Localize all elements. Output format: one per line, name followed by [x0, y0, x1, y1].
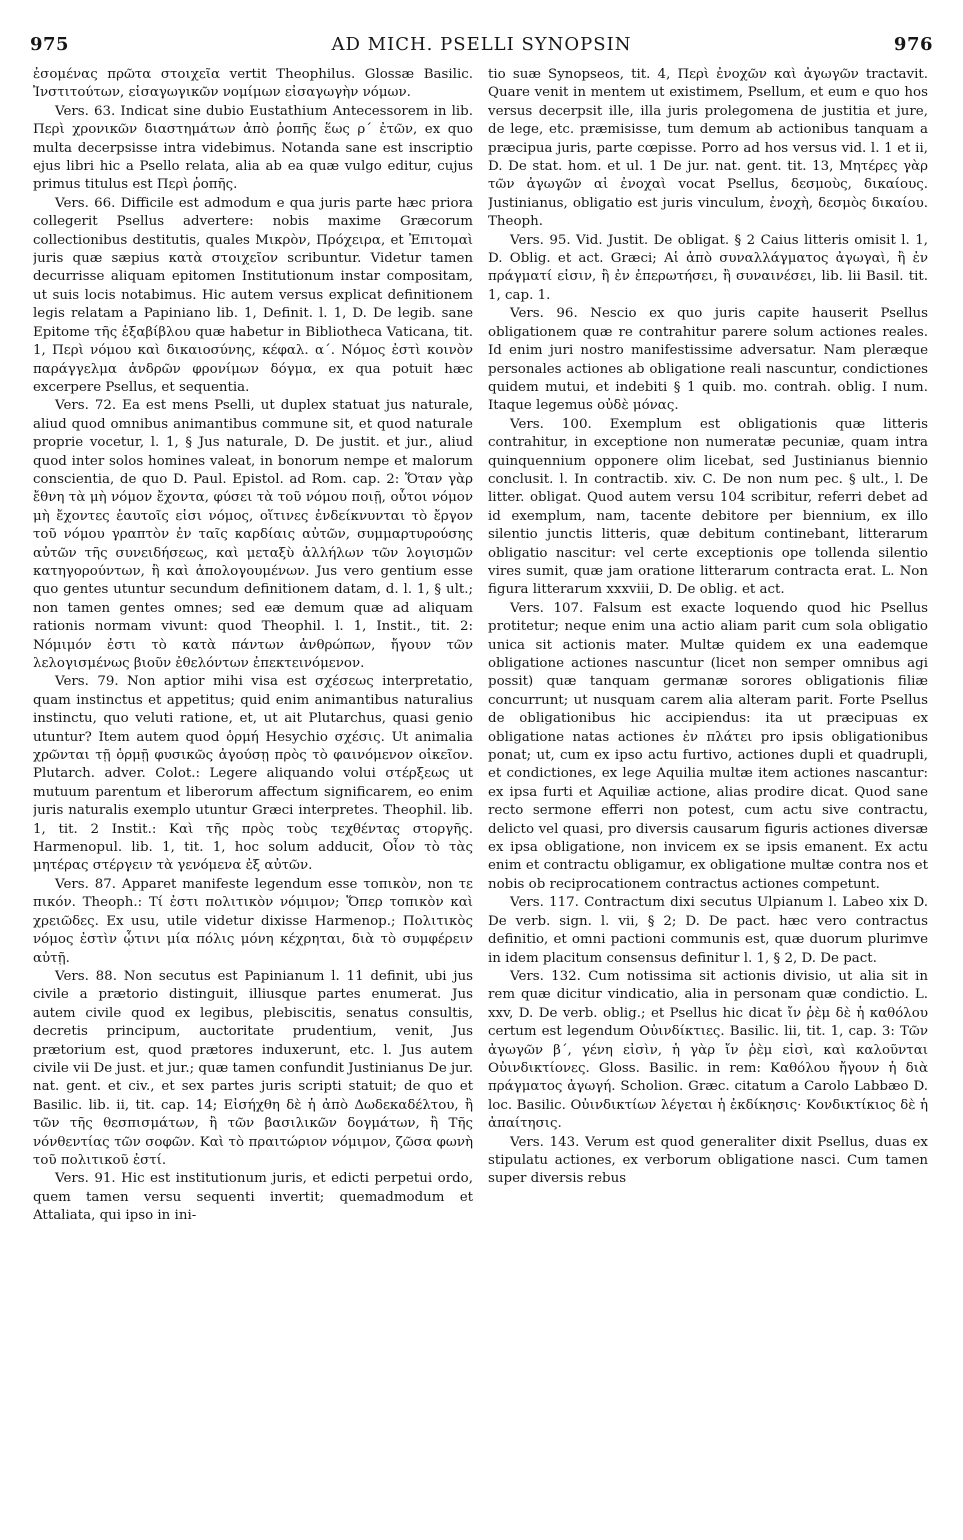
paragraph: Vers. 132. Cum notissima sit actionis divisio, ut alia sit in rem quæ dicitur vindicatio, alia in personam quæ condictio. L. xxv, D. De verb. oblig.; et Psellus hic dicat ἴν ῥὲμ δὲ ἡ καθόλου certum est legendum Οὐινδίκτιες. Basilic. lii, tit. 1, cap. 3: Τῶν ἀγωγῶν β΄, γένη εἰσὶν, ἡ γὰρ ἴν ῥὲμ εἰσὶ, καὶ καλοῦνται Οὐινδικτίονες. Gloss. Basilic. in rem: Καθόλου ἤγουν ἡ διὰ πράγματος ἀγωγή. Scholion. Græc. citatum a Carolo Labbæo D. loc. Basilic. Οὐινδικτίων λέγεται ἡ ἐκδίκησις· Κονδικτίκιος δὲ ἡ ἀπαίτησις. — [488, 968, 928, 1132]
paragraph: Vers. 63. Indicat sine dubio Eustathium Antecessorem in lib. Περὶ χρονικῶν διαστημάτων ἀπὸ ῥοπῆς ἕως ρ΄ ἐτῶν, ex quo multa decerpsisse intra videbimus. Notanda sane est inscriptio ejus libri hic a Psello relata, alia ab ea quæ vulgo editur, cujus primus titulus est Περὶ ῥοπῆς. — [33, 103, 473, 193]
paragraph: tio suæ Synopseos, tit. 4, Περὶ ἐνοχῶν καὶ ἀγωγῶν tractavit. Quare venit in mentem ut existimem, Psellum, et eum e quo hos versus decerpsit ille, illa juris prolegomena de justitia et jure, de lege, etc. præmisisse, tum demum ab actionibus tanquam a præcipua juris, parte cœpisse. Porro ad hos versus vid. l. 1 et ii, D. De stat. hom. et ul. 1 De jur. nat. gent. tit. 13, Μητέρες γὰρ τῶν ἀγωγῶν αἱ ἐνοχαὶ vocat Psellus, δεσμοὺς, δικαίους. Justinianus, obligatio est juris vinculum, ἐνοχὴ, δεσμὸς δικαίου. Theoph. — [488, 67, 928, 230]
page-number-left: 975 — [30, 34, 70, 55]
paragraph: Vers. 96. Nescio ex quo juris capite hauserit Psellus obligationem quæ re contrahitur parere solum actiones reales. Id enim juri nostro manifestissime adversatur. Nam pleræque personales actiones ab obligatione reali nascuntur, condictiones quidem mutui, et indebiti § 1 quib. mo. contrah. oblig. I num. Itaque legemus οὐδὲ μόνας. — [488, 306, 928, 414]
right-column — [488, 66, 928, 1516]
paragraph: Vers. 79. Non aptior mihi visa est σχέσεως interpretatio, quam instinctus et appetitus; quid enim animantibus naturalius instinctu, quo veluti ratione, et, ut ait Plutarchus, quasi genio utuntur? Item autem quod ὁρμή Hesychio σχέσις. Ut animalia χρῶνται τῇ ὁρμῇ φυσικῶς ἀγούσῃ πρὸς τὸ φαινόμενον οἰκεῖον. Plutarch. adver. Colot.: Legere aliquando volui στέρξεως ut mutuum parentum et liberorum affectum significarem, eo enim juris naturalis exemplo utuntur Græci interpretes. Theophil. lib. 1, tit. 2 Instit.: Καὶ τῆς πρὸς τοὺς τεχθέντας στοργῆς. Harmenopul. lib. 1, tit. 1, hoc solum adducit, Οἷον τὸ τὰς μητέρας στέργειν τὰ γενόμενα ἐξ αὐτῶν. — [33, 674, 473, 874]
paragraph: Vers. 117. Contractum dixi secutus Ulpianum l. Labeo xix D. De verb. sign. l. vii, § 2; D. De pact. hæc vero contractus definitio, et omni pactioni communis est, quæ duorum plurimve in idem placitum consensus definitur l. 1, § 2, D. De pact. — [488, 895, 928, 966]
paragraph: Vers. 107. Falsum est exacte loquendo quod hic Psellus protitetur; neque enim una actio aliam parit cum sola obligatio unica sit actionis mater. Multæ quidem ex una eademque obligatione actiones nascuntur (licet non semper omnibus agi possit) quæ tanquam germanæ sorores obligationis filiæ concurrunt; ut nusquam carem alia alteram parit. Forte Psellus de obligationibus hic accipiendus: ita ut præcipuas ex obligatione natas actiones ἐν πλάτει pro ipsis obligationibus ponat; ut, cum ex ipso actu furtivo, actiones dupli et quadrupli, et condictiones, ex lege Aquilia multæ item actiones nascantur: ex ipsa furti et Aquiliæ actione, alias prodire dicat. Quod sane recto sermone efferri non potest, cum actu sive contractu, delicto vel quasi, pro diversis causarum figuris actiones diversæ ex ipsa obligatione, non invicem ex se ipsis emanent. Ex actu enim et contractu obligamur, ex obligatione multæ contra nos et nobis ob reciprocationem contractus actiones competunt. — [488, 600, 928, 892]
left-column — [33, 66, 473, 1516]
paragraph: Vers. 72. Ea est mens Pselli, ut duplex statuat jus naturale, aliud quod omnibus animantibus commune sit, et quod naturale proprie vocetur, l. 1, § Jus naturale, D. De justit. et jur., aliud quod inter solos homines valeat, in bonorum nempe et malorum conscientia, de quo D. Paul. Epistol. ad Rom. cap. 2: Ὅταν γὰρ ἔθνη τὰ μὴ νόμον ἔχοντα, φύσει τὰ τοῦ νόμου ποιῇ, οὗτοι νόμον μὴ ἔχοντες ἑαυτοῖς εἰσι νόμος, οἵτινες ἐνδείκνυνται τὸ ἔργον τοῦ νόμου γραπτὸν ἐν ταῖς καρδίαις αὐτῶν, συμμαρτυρούσης αὐτῶν τῆς συνειδήσεως, καὶ μεταξὺ ἀλλήλων τῶν λογισμῶν κατηγορούντων, ἢ καὶ ἀπολογουμένων. Jus vero gentium esse quo gentes utuntur secundum definitionem datam, d. l. 1, § ult.; non tamen gentes omnes; sed eæ demum quæ ad aliquam rationis normam vivunt: quod Theophil. l. 1, Instit., tit. 2: Νόμιμόν ἐστι τὸ κατὰ πάντων ἀνθρώπων, ἤγουν τῶν λελογισμένως βιοῦν ἐθελόντων ἐπεκτεινόμενον. — [33, 398, 473, 671]
paragraph: Vers. 87. Apparet manifeste legendum esse τοπικὸν, non τε πικόν. Theoph.: Τί ἐστι πολιτικὸν νόμιμον; Ὅπερ τοπικὸν καὶ χρειῶδες. Ex usu, utile videtur dixisse Harmenop.; Πολιτικὸς νόμος ἐστὶν ᾧτινι μία πόλις μόνη κέχρηται, διὰ τὸ συμφέρειν αὐτῇ. — [33, 876, 473, 966]
paragraph: Vers. 66. Difficile est admodum e qua juris parte hæc priora collegerit Psellus advertere: nobis maxime Græcorum collectionibus destitutis, quales Μικρὸν, Πρόχειρα, et Ἐπιτομαὶ juris quæ sæpius κατὰ στοιχεῖον scribuntur. Videtur tamen decurrisse aliquam epitomen Institutionum instar compositam, ut suis locis notabimus. Hic autem versus explicat definitionem legis relatam a Papiniano lib. 1, Definit. l. 1, D. De legib. sane Epitome τῆς ἑξαβίβλου quæ habetur in Bibliotheca Vaticana, tit. 1, Περὶ νόμου καὶ δικαιοσύνης, κέφαλ. α΄. Νόμος ἐστὶ κοινὸν παράγγελμα ἀνδρῶν φρονίμων δόγμα, ex qua potuit hæc excerpere Psellus, et sequentia. — [33, 195, 473, 395]
paragraph: Vers. 143. Verum est quod generaliter dixit Psellus, duas ex stipulatu actiones, ex verborum obligatione nasci. Cum tamen super diversis rebus — [488, 1134, 928, 1187]
paragraph: Vers. 91. Hic est institutionum juris, et edicti perpetui ordo, quem tamen versu sequenti invertit; quemadmodum et Attaliata, qui ipso in ini- — [33, 1171, 473, 1224]
paragraph: Vers. 100. Exemplum est obligationis quæ litteris contrahitur, in exceptione non numeratæ pecuniæ, quam intra quinquennium opponere olim licebat, sed Justinianus biennio conclusit. l. In contractib. xiv. C. De non num pec. § ult., l. De litter. obligat. Quod autem versu 104 scribitur, referri debet ad id exemplum, nam, tacente debitore per biennium, ex illo silentio junctis litteris, quæ debitum continebant, litterarum obligatio nascitur: vel certe exceptionis ope tollenda silentio vires sumit, quæ jam oratione litterarum contracta erat. L. Non figura litterarum xxxviii, D. De oblig. et act. — [488, 416, 928, 598]
page-header — [30, 34, 933, 60]
paragraph: Vers. 88. Non secutus est Papinianum l. 11 definit, ubi jus civile a prætorio distinguit, illiusque partes enumerat. Jus autem civile quod ex legibus, plebiscitis, senatus consultis, decretis principum, auctoritate prudentium, venit, Jus prætorium est, quod prætores induxerunt, etc. l. Jus autem civile vii De just. et jur.; quæ tamen confundit Justinianus De jur. nat. gent. et civ., et sex partes juris scripti statuit; de quo et Basilic. lib. ii, tit. cap. 14; Εἰσήχθη δὲ ἡ ἀπὸ Δωδεκαδέλτου, ἢ τῶν τῆς θεσπισμάτων, ἢ τῶν βασιλικῶν δογμάτων, ἢ Τῆς νόνθεντίας τῶν σοφῶν. Καὶ τὸ πραιτώριον νόμιμον, ζῶσα φωνὴ τοῦ πολιτικοῦ ἐστί. — [33, 968, 473, 1168]
running-title: AD MICH. PSELLI SYNOPSIN — [331, 34, 632, 55]
paragraph: ἐσομένας πρῶτα στοιχεῖα vertit Theophilus. Glossæ Basilic. Ἰνστιτούτων, εἰσαγωγικῶν νομίμων εἰσαγωγὴν νόμων. — [33, 67, 473, 101]
page-number-right: 976 — [893, 34, 933, 55]
paragraph: Vers. 95. Vid. Justit. De obligat. § 2 Caius litteris omisit l. 1, D. Oblig. et act. Græci; Αἱ ἀπὸ συναλλάγματος ἀγωγαὶ, ἢ ἐν πράγματί εἰσιν, ἢ ἐν ἐπερωτήσει, ἢ συναινέσει, lib. lii Basil. tit. 1, cap. 1. — [488, 232, 928, 303]
